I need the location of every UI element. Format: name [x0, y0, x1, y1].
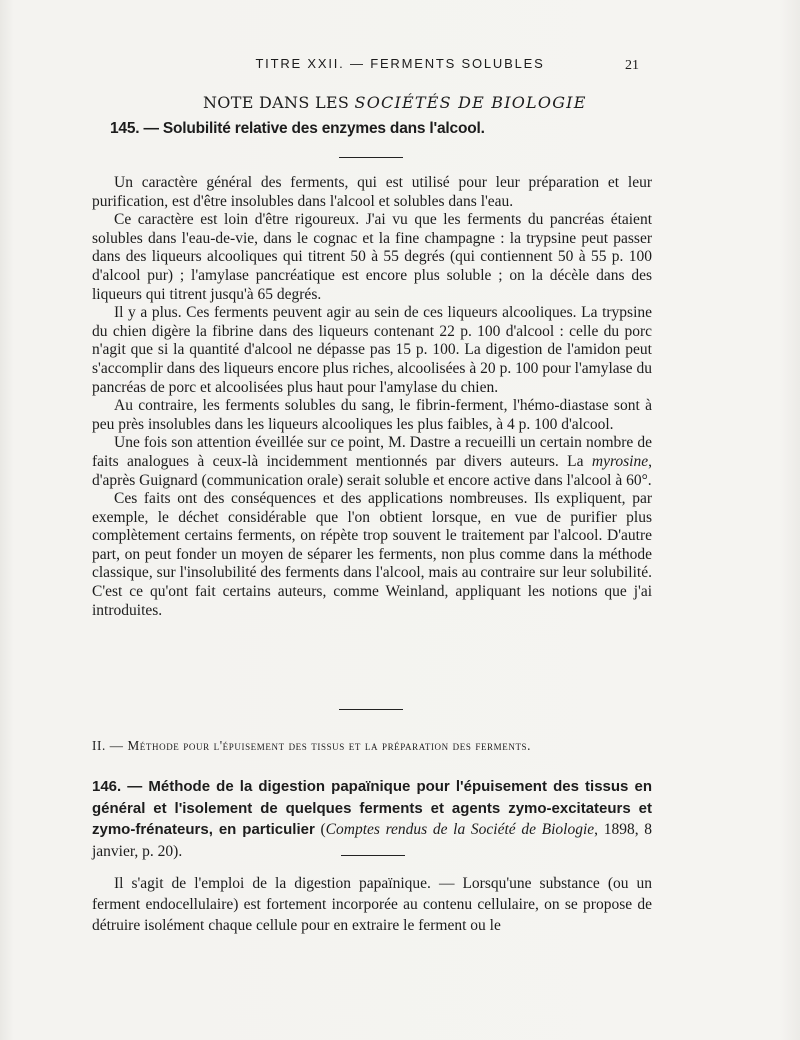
paragraph-4: Au contraire, les ferments solubles du sang, le fibrin-ferment, l'hémo-diastase sont à peu près insolubles dans les liqueurs alcooliques les plus faibles, à 4 p. 100 d'alcool.	[92, 397, 652, 433]
section-145-heading: 145. — Solubilité relative des enzymes dans l'alcool.	[110, 120, 485, 137]
divider-rule	[341, 855, 405, 856]
paragraph-5	[92, 434, 652, 490]
note-title-italic: SOCIÉTÉS DE BIOLOGIE	[354, 93, 587, 112]
page-number: 21	[625, 58, 639, 73]
myrosine-term: myrosine	[591, 452, 649, 470]
note-title-prefix: NOTE DANS LES	[203, 93, 355, 112]
paragraph-5-start: Une fois son attention éveillée sur ce point, M. Dastre a recueilli un certain nombre de faits analogues à ceux-là incidemment mentionnés par divers auteurs. La	[92, 434, 652, 470]
section-145-body	[92, 174, 652, 620]
paragraph-6: Ces faits ont des conséquences et des applications nombreuses. Ils expliquent, par exemple, le déchet considérable que l'on obtient lorsque, en vue de purifier plus complètement certains ferments, on répète trop souvent le traitement par l'alcool. D'autre part, on peut fonder un moyen de séparer les ferments, non plus comme dans la méthode classique, sur l'insolubilité des ferments dans l'alcool, mais au contraire sur leur solubilité. C'est ce qu'ont fait certains auteurs, comme Weinland, appliquant les notions que j'ai introduites.	[92, 490, 652, 619]
section-ii-heading	[92, 738, 531, 754]
section-ii-title: Méthode pour l'épuisement des tissus et la préparation des ferments.	[127, 738, 532, 753]
paragraph-146: Il s'agit de l'emploi de la digestion papaïnique. — Lorsqu'une substance (ou un ferment endocellulaire) est fortement incorporée au contenu cellulaire, on se propose de détruire isolément chaque cellule pour en extraire le ferment ou le	[92, 875, 652, 934]
paragraph-5-end: , d'après Guignard (communication orale) serait soluble et encore active dans l'alcool à 60°.	[92, 452, 652, 489]
divider-rule	[339, 157, 403, 158]
running-title: TITRE XXII. — FERMENTS SOLUBLES	[255, 56, 545, 71]
section-146-title: 146. — Méthode de la digestion papaïnique pour l'épuisement des tissus en général et l'isolement de quelques ferments et agents zymo-excitateurs et zymo-frénateurs, en particulier	[92, 778, 652, 838]
section-ii-numeral: II.	[92, 738, 106, 753]
section-146-reference: Comptes rendus de la Société de Biologie	[325, 821, 595, 838]
section-146-paren: (	[314, 821, 326, 838]
section-146-body	[92, 873, 652, 936]
section-146-heading	[92, 776, 652, 862]
divider-rule	[339, 709, 403, 710]
paragraph-2: Ce caractère est loin d'être rigoureux. J'ai vu que les ferments du pancréas étaient solubles dans l'eau-de-vie, dans le cognac et la fine champagne : la trypsine peut passer dans des liqueurs alcooliques qui titrent 50 à 55 degrés (qui contiennent 50 à 55 p. 100 d'alcool pur) ; l'amylase pancréatique est encore plus soluble ; on la décèle dans des liqueurs qui titrent jusqu'à 65 degrés.	[92, 211, 652, 303]
paragraph-3: Il y a plus. Ces ferments peuvent agir au sein de ces liqueurs alcooliques. La trypsine du chien digère la fibrine dans des liqueurs contenant 22 p. 100 d'alcool : celle du porc n'agit que si la quantité d'alcool ne dépasse pas 15 p. 100. La digestion de l'amidon peut s'accomplir dans des liqueurs encore plus riches, alcoolisées à 20 p. 100 pour l'amylase du pancréas de porc et alcoolisées plus haut pour l'amylase du chien.	[92, 304, 652, 396]
section-ii-dash: —	[105, 738, 128, 753]
section-146-reference-tail: , 1898, 8 janvier, p. 20).	[92, 821, 652, 860]
paragraph-1: Un caractère général des ferments, qui est utilisé pour leur préparation et leur purification, est d'être insolubles dans l'alcool et solubles dans l'eau.	[92, 174, 652, 210]
note-title	[203, 93, 587, 112]
